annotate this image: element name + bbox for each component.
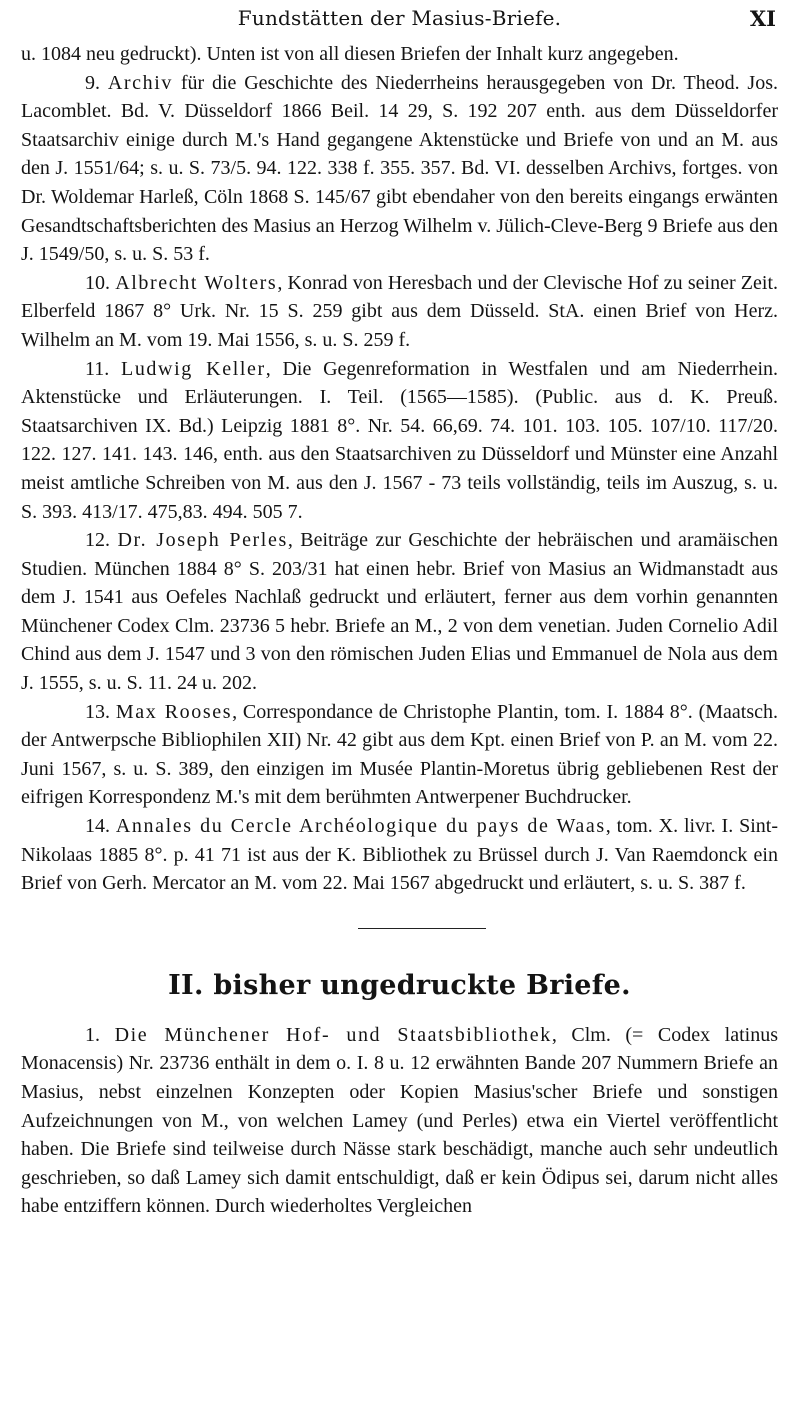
entry-paragraph xyxy=(21,526,778,698)
entry-paragraph xyxy=(21,1021,778,1221)
entry-author: Annales du Cercle Archéologique du pays de Waas xyxy=(115,815,606,838)
entry-author: Ludwig Keller xyxy=(121,357,266,380)
entry-author: Dr. Joseph Perles xyxy=(117,529,288,552)
running-header xyxy=(21,0,778,40)
entry-text: für die Geschichte des Niederrheins herausgegeben von Dr. Theod. Jos. Lacomblet. Bd. V. Düsseldorf 1866 Beil. 14 29, S. 192 207 enth. aus dem Düsseldorfer Staatsarchiv einige durch M.'s Hand gegangene Aktenstücke und Briefe von und an M. aus den J. 1551/64; s. u. S. 73/5. 94. 122. 338 f. 355. 357. Bd. VI. desselben Archivs, fortges. von Dr. Woldemar Harleß, Cöln 1868 S. 145/67 gibt ebendaher von den bereits eingangs erwänten Gesandtschaftsberichten des Masius an Herzog Wilhelm v. Jülich-Cleve-Berg 9 Briefe aus den J. 1549/50, s. u. S. 53 f. xyxy=(21,71,779,266)
page-number: XI xyxy=(749,6,776,31)
entry-paragraph xyxy=(21,355,778,527)
entry-number: 14. xyxy=(85,815,110,838)
section-heading: II. bisher ungedruckte Briefe. xyxy=(168,969,631,1001)
entry-author: Die Münchener Hof- und Staatsbibliothek xyxy=(114,1023,552,1046)
entry-paragraph xyxy=(21,698,778,812)
entry-text: , Konrad von Heresbach und der Clevische Hof zu seiner Zeit. Elberfeld 1867 8° Urk. Nr. 15 S. 259 gibt aus dem Düsseld. StA. einen Brief von Herz. Wilhelm an M. vom 19. Mai 1556, s. u. S. 259 f. xyxy=(21,271,779,351)
entry-number: 9. xyxy=(85,71,100,94)
continuation-paragraph: u. 1084 neu gedruckt). Unten ist von all diesen Briefen der Inhalt kurz angegeben. xyxy=(21,43,679,65)
entry-text: , Die Gegenreformation in Westfalen und am Niederrhein. Aktenstücke und Erläuterungen. I. Teil. (1565—1585). (Public. aus d. K. Preuß. Staatsarchiven IX. Bd.) Leipzig 1881 8°. Nr. 54. 66,69. 74. 101. 103. 105. 107/10. 117/20. 122. 127. 141. 143. 146, enth. aus den Staatsarchiven zu Düsseldorf und Münster eine Anzahl meist amtliche Schreiben von M. aus den J. 1567 - 73 teils vollständig, teils im Auszug, s. u. S. 393. 413/17. 475,83. 494. 505 7. xyxy=(21,357,779,523)
divider-area xyxy=(21,898,778,942)
entry-number: 12. xyxy=(85,529,110,552)
entry-author: Max Rooses xyxy=(115,700,233,723)
running-title: Fundstätten der Masius-Briefe. xyxy=(237,6,562,30)
entry-paragraph xyxy=(21,812,778,898)
entry-number: 13. xyxy=(85,700,110,723)
entry-author: Albrecht Wolters xyxy=(115,271,278,294)
printed-sources-text xyxy=(21,40,778,898)
entry-paragraph xyxy=(21,69,778,269)
entry-author: Archiv xyxy=(107,71,173,94)
entry-number: 10. xyxy=(85,271,110,294)
entry-number: 1. xyxy=(85,1023,100,1046)
entry-text: , Clm. (= Codex latinus Monacensis) Nr. 23736 enthält in dem o. I. 8 u. 12 erwähnten Bande 207 Nummern Briefe an Masius, nebst einzelnen Konzepten oder Kopien Masius'scher Briefe und sonstigen Aufzeichnungen von M., von welchen Lamey (und Perles) etwa ein Viertel veröffentlicht haben. Die Briefe sind teilweise durch Nässe stark beschädigt, manche auch sehr undeutlich geschrieben, so daß Lamey sich damit entschuldigt, daß er kein Ödipus sei, darum nicht alles habe entziffern können. Durch wiederholtes Vergleichen xyxy=(21,1023,778,1218)
unprinted-sources-text xyxy=(21,1021,778,1221)
entry-text: , Beiträge zur Geschichte der hebräischen und aramäischen Studien. München 1884 8° S. 203/31 hat einen hebr. Brief von Masius an Widmanstadt aus dem J. 1541 aus Oefeles Nachlaß gedruckt und erläutert, ferner aus dem vorhin genannten Münchener Codex Clm. 23736 5 hebr. Briefe an M., 2 von dem venetian. Juden Cornelio Adil Chind aus dem J. 1547 und 3 von den römischen Juden Elias und Emmanuel de Nola aus dem J. 1555, s. u. S. 11. 24 u. 202. xyxy=(21,529,778,695)
entry-text: , tom. X. livr. I. Sint-Nikolaas 1885 8°. p. 41 71 ist aus der K. Bibliothek zu Brüssel durch J. Van Raemdonck ein Brief von Gerh. Mercator an M. vom 22. Mai 1567 abgedruckt und erläutert, s. u. S. 387 f. xyxy=(21,815,778,895)
entry-number: 11. xyxy=(85,357,110,380)
entry-paragraph xyxy=(21,269,778,355)
entry-text: , Correspondance de Christophe Plantin, tom. I. 1884 8°. (Maatsch. der Antwerpsche Bibliophilen XII) Nr. 42 gibt aus dem Kpt. einen Brief von P. an M. vom 22. Juni 1567, s. u. S. 389, den einzigen im Musée Plantin-Moretus übrig gebliebenen Rest der eifrigen Korrespondenz M.'s mit dem berühmten Antwerpener Buchdrucker. xyxy=(21,700,778,809)
section-divider xyxy=(358,928,486,929)
